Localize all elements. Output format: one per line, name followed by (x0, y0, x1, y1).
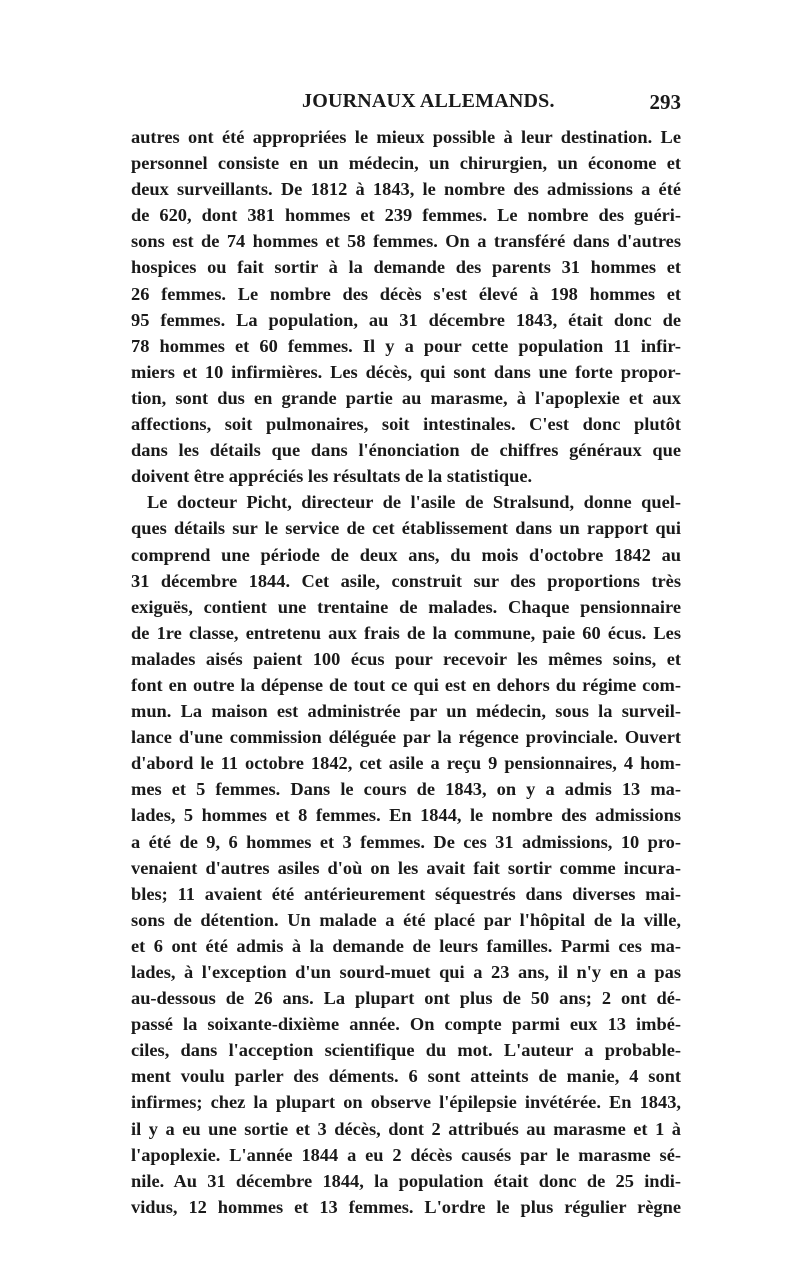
text-line: lance d'une commission déléguée par la régence provinciale. Ouvert (131, 727, 681, 748)
text-line: lades, à l'exception d'un sourd-muet qui a 23 ans, il n'y en a pas (131, 962, 681, 982)
text-line: personnel consiste en un médecin, un chirurgien, un économe et (131, 153, 681, 174)
paragraph-start-line: Le docteur Picht, directeur de l'asile de Stralsund, donne quel- (147, 492, 681, 513)
text-line: sons est de 74 hommes et 58 femmes. On a transféré dans d'autres (131, 231, 681, 252)
text-line: nile. Au 31 décembre 1844, la population était donc de 25 indi- (131, 1170, 681, 1191)
text-line: 31 décembre 1844. Cet asile, construit sur des proportions très (131, 570, 681, 591)
text-line: bles; 11 avaient été antérieurement séquestrés dans diverses mai- (131, 883, 681, 904)
text-line: 78 hommes et 60 femmes. Il y a pour cette population 11 infir- (131, 335, 681, 356)
text-line: ciles, dans l'acception scientifique du mot. L'auteur a probable- (131, 1040, 681, 1061)
text-line: miers et 10 infirmières. Les décès, qui sont dans une forte propor- (131, 361, 681, 382)
body-text (131, 124, 681, 1220)
text-line: 95 femmes. La population, au 31 décembre 1843, était donc de (131, 309, 681, 330)
text-line: et 6 ont été admis à la demande de leurs familles. Parmi ces ma- (131, 935, 681, 956)
text-line: passé la soixante-dixième année. On compte parmi eux 13 imbé- (131, 1014, 681, 1035)
text-line: autres ont été appropriées le mieux possible à leur destination. Le (131, 127, 681, 147)
text-line: ment voulu parler des déments. 6 sont atteints de manie, 4 sont (131, 1066, 681, 1087)
text-line: dans les détails que dans l'énonciation de chiffres généraux que (131, 440, 681, 461)
text-line: infirmes; chez la plupart on observe l'épilepsie invétérée. En 1843, (131, 1092, 681, 1113)
text-line: venaient d'autres asiles d'où on les avait fait sortir comme incura- (131, 857, 681, 878)
text-line: 26 femmes. Le nombre des décès s'est élevé à 198 hommes et (131, 283, 681, 304)
text-line: l'apoplexie. L'année 1844 a eu 2 décès causés par le marasme sé- (131, 1144, 681, 1165)
text-line: ques détails sur le service de cet établissement dans un rapport qui (131, 518, 681, 539)
page-number: 293 (649, 90, 681, 114)
text-line: au-dessous de 26 ans. La plupart ont plus de 50 ans; 2 ont dé- (131, 988, 681, 1009)
running-title: JOURNAUX ALLEMANDS. (302, 90, 555, 112)
text-line: mes et 5 femmes. Dans le cours de 1843, on y a admis 13 ma- (131, 779, 681, 800)
text-line: font en outre la dépense de tout ce qui est en dehors du régime com- (131, 674, 681, 695)
text-line: a été de 9, 6 hommes et 3 femmes. De ces 31 admissions, 10 pro- (131, 831, 681, 852)
text-line: hospices ou fait sortir à la demande des parents 31 hommes et (131, 257, 681, 278)
text-line: exiguës, contient une trentaine de malades. Chaque pensionnaire (131, 596, 681, 617)
text-line: de 1re classe, entretenu aux frais de la commune, paie 60 écus. Les (131, 622, 681, 643)
text-line: lades, 5 hommes et 8 femmes. En 1844, le nombre des admissions (131, 805, 681, 826)
running-head (131, 90, 681, 120)
text-line: malades aisés paient 100 écus pour recevoir les mêmes soins, et (131, 648, 681, 669)
text-line: il y a eu une sortie et 3 décès, dont 2 attribués au marasme et 1 à (131, 1118, 681, 1139)
text-line: deux surveillants. De 1812 à 1843, le nombre des admissions a été (131, 179, 681, 200)
paragraph-end-line: doivent être appréciés les résultats de la statistique. (131, 466, 533, 487)
text-line: comprend une période de deux ans, du mois d'octobre 1842 au (131, 544, 681, 565)
text-line: sons de détention. Un malade a été placé par l'hôpital de la ville, (131, 909, 681, 930)
text-line: d'abord le 11 octobre 1842, cet asile a reçu 9 pensionnaires, 4 hom- (131, 753, 681, 774)
text-line: de 620, dont 381 hommes et 239 femmes. Le nombre des guéri- (131, 205, 681, 226)
text-line: vidus, 12 hommes et 13 femmes. L'ordre le plus régulier règne (131, 1196, 681, 1217)
text-line: affections, soit pulmonaires, soit intestinales. C'est donc plutôt (131, 414, 681, 435)
text-line: tion, sont dus en grande partie au marasme, à l'apoplexie et aux (131, 387, 681, 408)
text-line: mun. La maison est administrée par un médecin, sous la surveil- (131, 701, 681, 722)
